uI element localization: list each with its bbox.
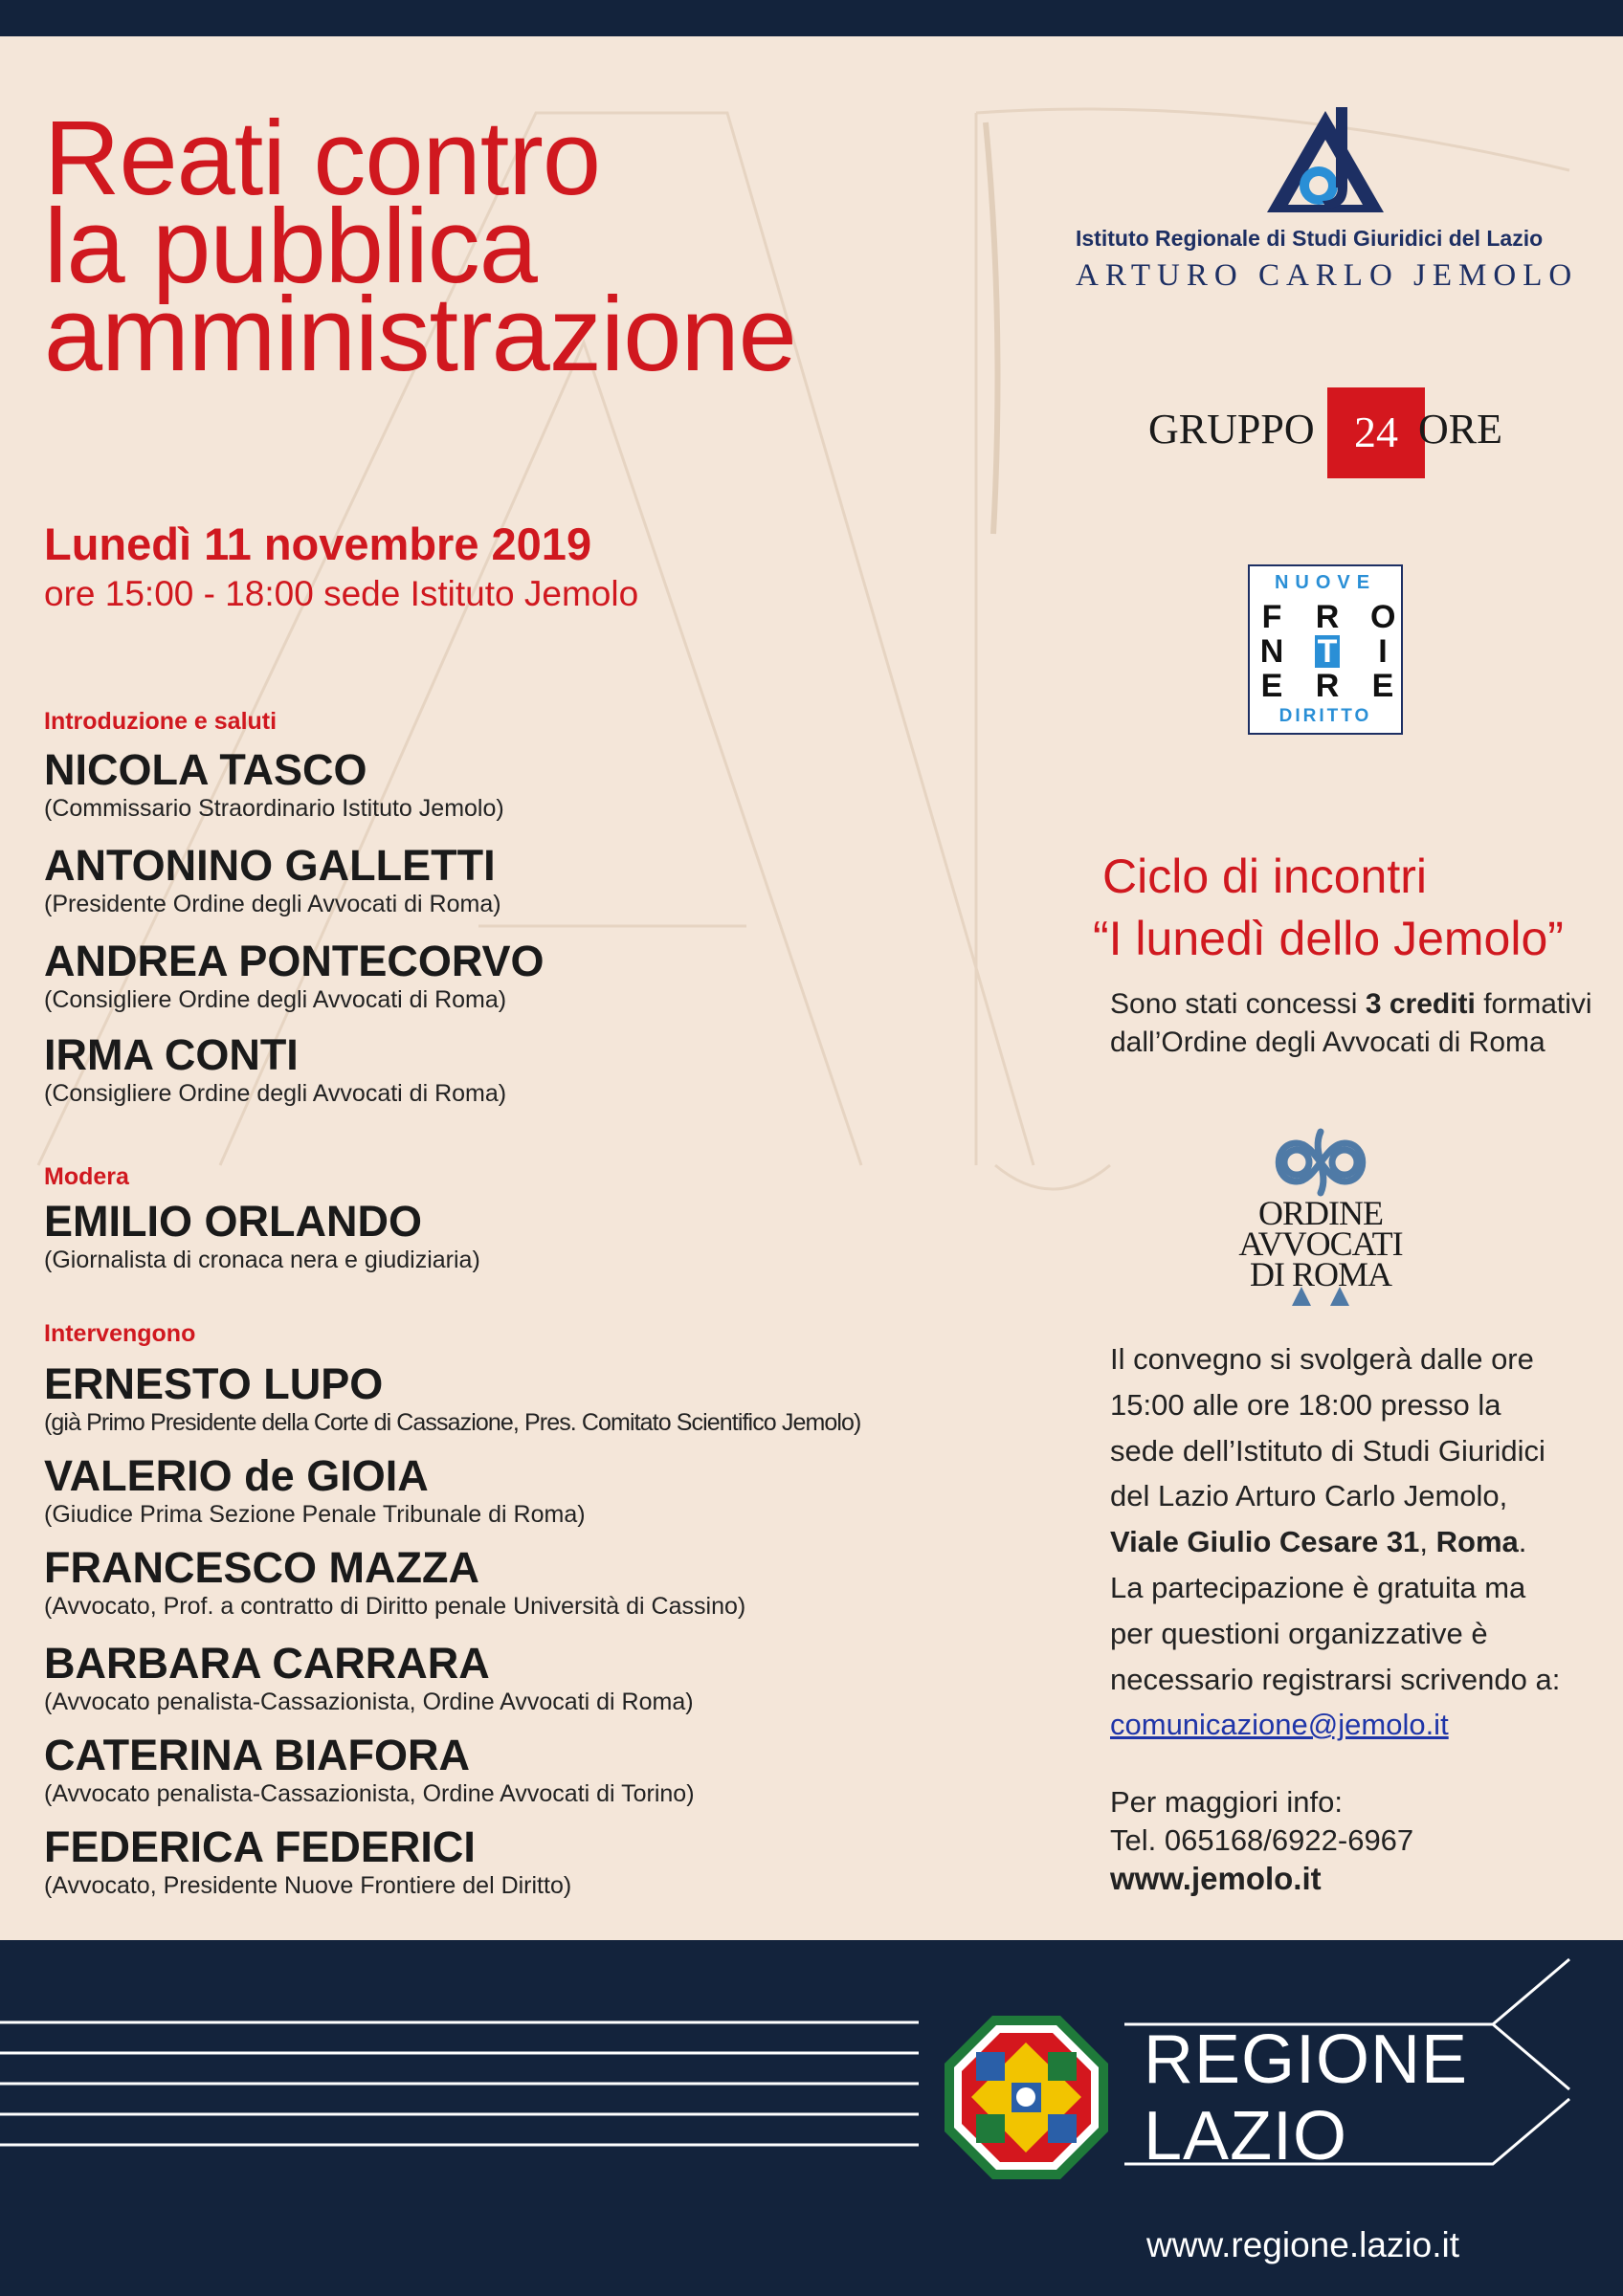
speakers-section-label: Intervengono <box>44 1320 196 1347</box>
jemolo-institute-subtitle: ARTURO CARLO JEMOLO <box>1076 258 1579 293</box>
speaker-name: ANDREA PONTECORVO <box>44 937 545 985</box>
ordine-avvocati-logo <box>1234 1124 1407 1306</box>
nuove-frontiere-row <box>1259 601 1395 633</box>
nuove-frontiere-letter: N <box>1259 633 1284 670</box>
contact-info <box>1110 1783 1608 1898</box>
speaker-name: CATERINA BIAFORA <box>44 1731 470 1779</box>
event-info-line: Il convegno si svolgerà dalle ore <box>1110 1342 1534 1376</box>
jemolo-logo-icon <box>1263 105 1388 215</box>
nuove-frontiere-bottom-text: DIRITTO <box>1278 706 1372 726</box>
speaker-role: (Avvocato penalista-Cassazionista, Ordine Avvocati di Torino) <box>44 1780 695 1807</box>
credits-text-end: formativi dall’Ordine degli Avvocati di Roma <box>1110 988 1592 1058</box>
nuove-frontiere-letter: I <box>1378 633 1388 670</box>
gruppo-24-ore-right-text: ORE <box>1418 406 1502 453</box>
credits-text-start: Sono stati concessi <box>1110 988 1366 1020</box>
jemolo-institute-name: Istituto Regionale di Studi Giuridici del Lazio <box>1076 226 1544 251</box>
nuove-frontiere-letter: F <box>1261 599 1282 635</box>
nuove-frontiere-letter: O <box>1370 599 1396 635</box>
nuove-frontiere-logo <box>1248 564 1403 735</box>
speaker-entry <box>44 1732 1030 1808</box>
contact-phone: Tel. 065168/6922-6967 <box>1110 1823 1414 1857</box>
cycle-title: Ciclo di incontri <box>1102 850 1428 903</box>
nuove-frontiere-letter: R <box>1315 668 1340 704</box>
nuove-frontiere-row <box>1259 670 1395 702</box>
speaker-name: EMILIO ORLANDO <box>44 1197 422 1246</box>
intro-section-label: Introduzione e saluti <box>44 708 278 735</box>
speaker-entry <box>44 746 1030 823</box>
speaker-name: VALERIO de GIOIA <box>44 1451 429 1500</box>
nuove-frontiere-top-text: NUOVE <box>1274 572 1377 593</box>
speaker-role: (Giudice Prima Sezione Penale Tribunale di Roma) <box>44 1501 586 1528</box>
speaker-role: (già Primo Presidente della Corte di Cassazione, Pres. Comitato Scientifico Jemolo) <box>44 1409 861 1436</box>
event-info-line: La partecipazione è gratuita ma <box>1110 1570 1526 1604</box>
moderator-section-label: Modera <box>44 1163 129 1190</box>
gruppo-24-ore-number: 24 <box>1354 408 1398 456</box>
event-time-location: ore 15:00 - 18:00 sede Istituto Jemolo <box>44 574 639 613</box>
speaker-entry <box>44 842 1030 918</box>
region-website[interactable]: www.regione.lazio.it <box>1146 2225 1459 2264</box>
speaker-role: (Avvocato penalista-Cassazionista, Ordine Avvocati di Roma) <box>44 1689 694 1715</box>
registration-email-link[interactable]: comunicazione@jemolo.it <box>1110 1708 1449 1742</box>
event-info-line: necessario registrarsi scrivendo a: <box>1110 1662 1561 1696</box>
speaker-name: NICOLA TASCO <box>44 745 367 794</box>
speaker-role: (Giornalista di cronaca nera e giudiziaria) <box>44 1247 480 1273</box>
speaker-entry <box>44 1031 1030 1108</box>
speaker-name: FEDERICA FEDERICI <box>44 1822 476 1871</box>
top-band <box>0 0 1623 36</box>
event-info <box>1110 1336 1608 1748</box>
speaker-name: FRANCESCO MAZZA <box>44 1543 479 1592</box>
credits-text <box>1110 985 1608 1062</box>
page-title: Reati contro la pubblica amministrazione <box>44 99 796 393</box>
speaker-name: IRMA CONTI <box>44 1030 299 1079</box>
cycle-subtitle: “I lunedì dello Jemolo” <box>1093 912 1564 965</box>
speaker-role: (Consigliere Ordine degli Avvocati di Roma) <box>44 1080 507 1107</box>
speaker-name: ERNESTO LUPO <box>44 1359 384 1408</box>
nuove-frontiere-letter: E <box>1260 668 1283 704</box>
speaker-role: (Avvocato, Prof. a contratto di Diritto penale Università di Cassino) <box>44 1593 746 1620</box>
ordine-avvocati-line: AVVOCATI <box>1238 1225 1403 1263</box>
speaker-role: (Commissario Straordinario Istituto Jemolo) <box>44 795 504 822</box>
contact-heading: Per maggiori info: <box>1110 1785 1343 1819</box>
nuove-frontiere-letter: R <box>1315 599 1340 635</box>
ordine-avvocati-text <box>1234 1194 1407 1293</box>
speaker-entry <box>44 1360 1030 1437</box>
ordine-avvocati-line: ORDINE <box>1258 1194 1383 1232</box>
event-address-end: . <box>1518 1525 1527 1559</box>
gruppo-24-ore-left-text: GRUPPO <box>1148 406 1315 453</box>
region-name: REGIONE LAZIO <box>1144 2021 1469 2175</box>
event-address-city: Roma <box>1435 1525 1519 1559</box>
event-address-street: Viale Giulio Cesare 31 <box>1110 1525 1420 1559</box>
event-info-line: sede dell’Istituto di Studi Giuridici <box>1110 1433 1545 1468</box>
event-date: Lunedì 11 novembre 2019 <box>44 519 592 569</box>
speaker-entry <box>44 1198 1030 1274</box>
speaker-role: (Presidente Ordine degli Avvocati di Roma) <box>44 891 501 917</box>
nuove-frontiere-letter: T <box>1315 635 1340 668</box>
speaker-entry <box>44 1640 1030 1716</box>
footer <box>0 1940 1623 2296</box>
regione-lazio-emblem-icon <box>943 2014 1110 2181</box>
speaker-name: ANTONINO GALLETTI <box>44 841 496 890</box>
jemolo-logo <box>1072 105 1589 306</box>
credits-count: 3 crediti <box>1365 988 1476 1020</box>
ordine-avvocati-line: DI ROMA <box>1249 1255 1391 1293</box>
nuove-frontiere-letter: E <box>1371 668 1394 704</box>
ordine-avvocati-base-icon <box>1282 1287 1359 1306</box>
knot-icon <box>1268 1124 1373 1201</box>
speaker-entry <box>44 1544 1030 1621</box>
speaker-role: (Avvocato, Presidente Nuove Frontiere del Diritto) <box>44 1872 572 1899</box>
speaker-entry <box>44 1823 1030 1900</box>
event-address-separator: , <box>1419 1525 1436 1559</box>
nuove-frontiere-row <box>1259 635 1395 668</box>
contact-website[interactable]: www.jemolo.it <box>1110 1861 1322 1896</box>
speaker-role: (Consigliere Ordine degli Avvocati di Roma) <box>44 986 507 1013</box>
speaker-name: BARBARA CARRARA <box>44 1639 490 1688</box>
speaker-entry <box>44 938 1030 1014</box>
event-info-line: per questioni organizzative è <box>1110 1616 1488 1650</box>
event-address <box>1110 1519 1608 1565</box>
gruppo-24-ore-logo <box>1148 387 1512 478</box>
event-info-line: 15:00 alle ore 18:00 presso la <box>1110 1387 1501 1422</box>
event-info-line: del Lazio Arturo Carlo Jemolo, <box>1110 1479 1508 1513</box>
speaker-entry <box>44 1452 1030 1529</box>
